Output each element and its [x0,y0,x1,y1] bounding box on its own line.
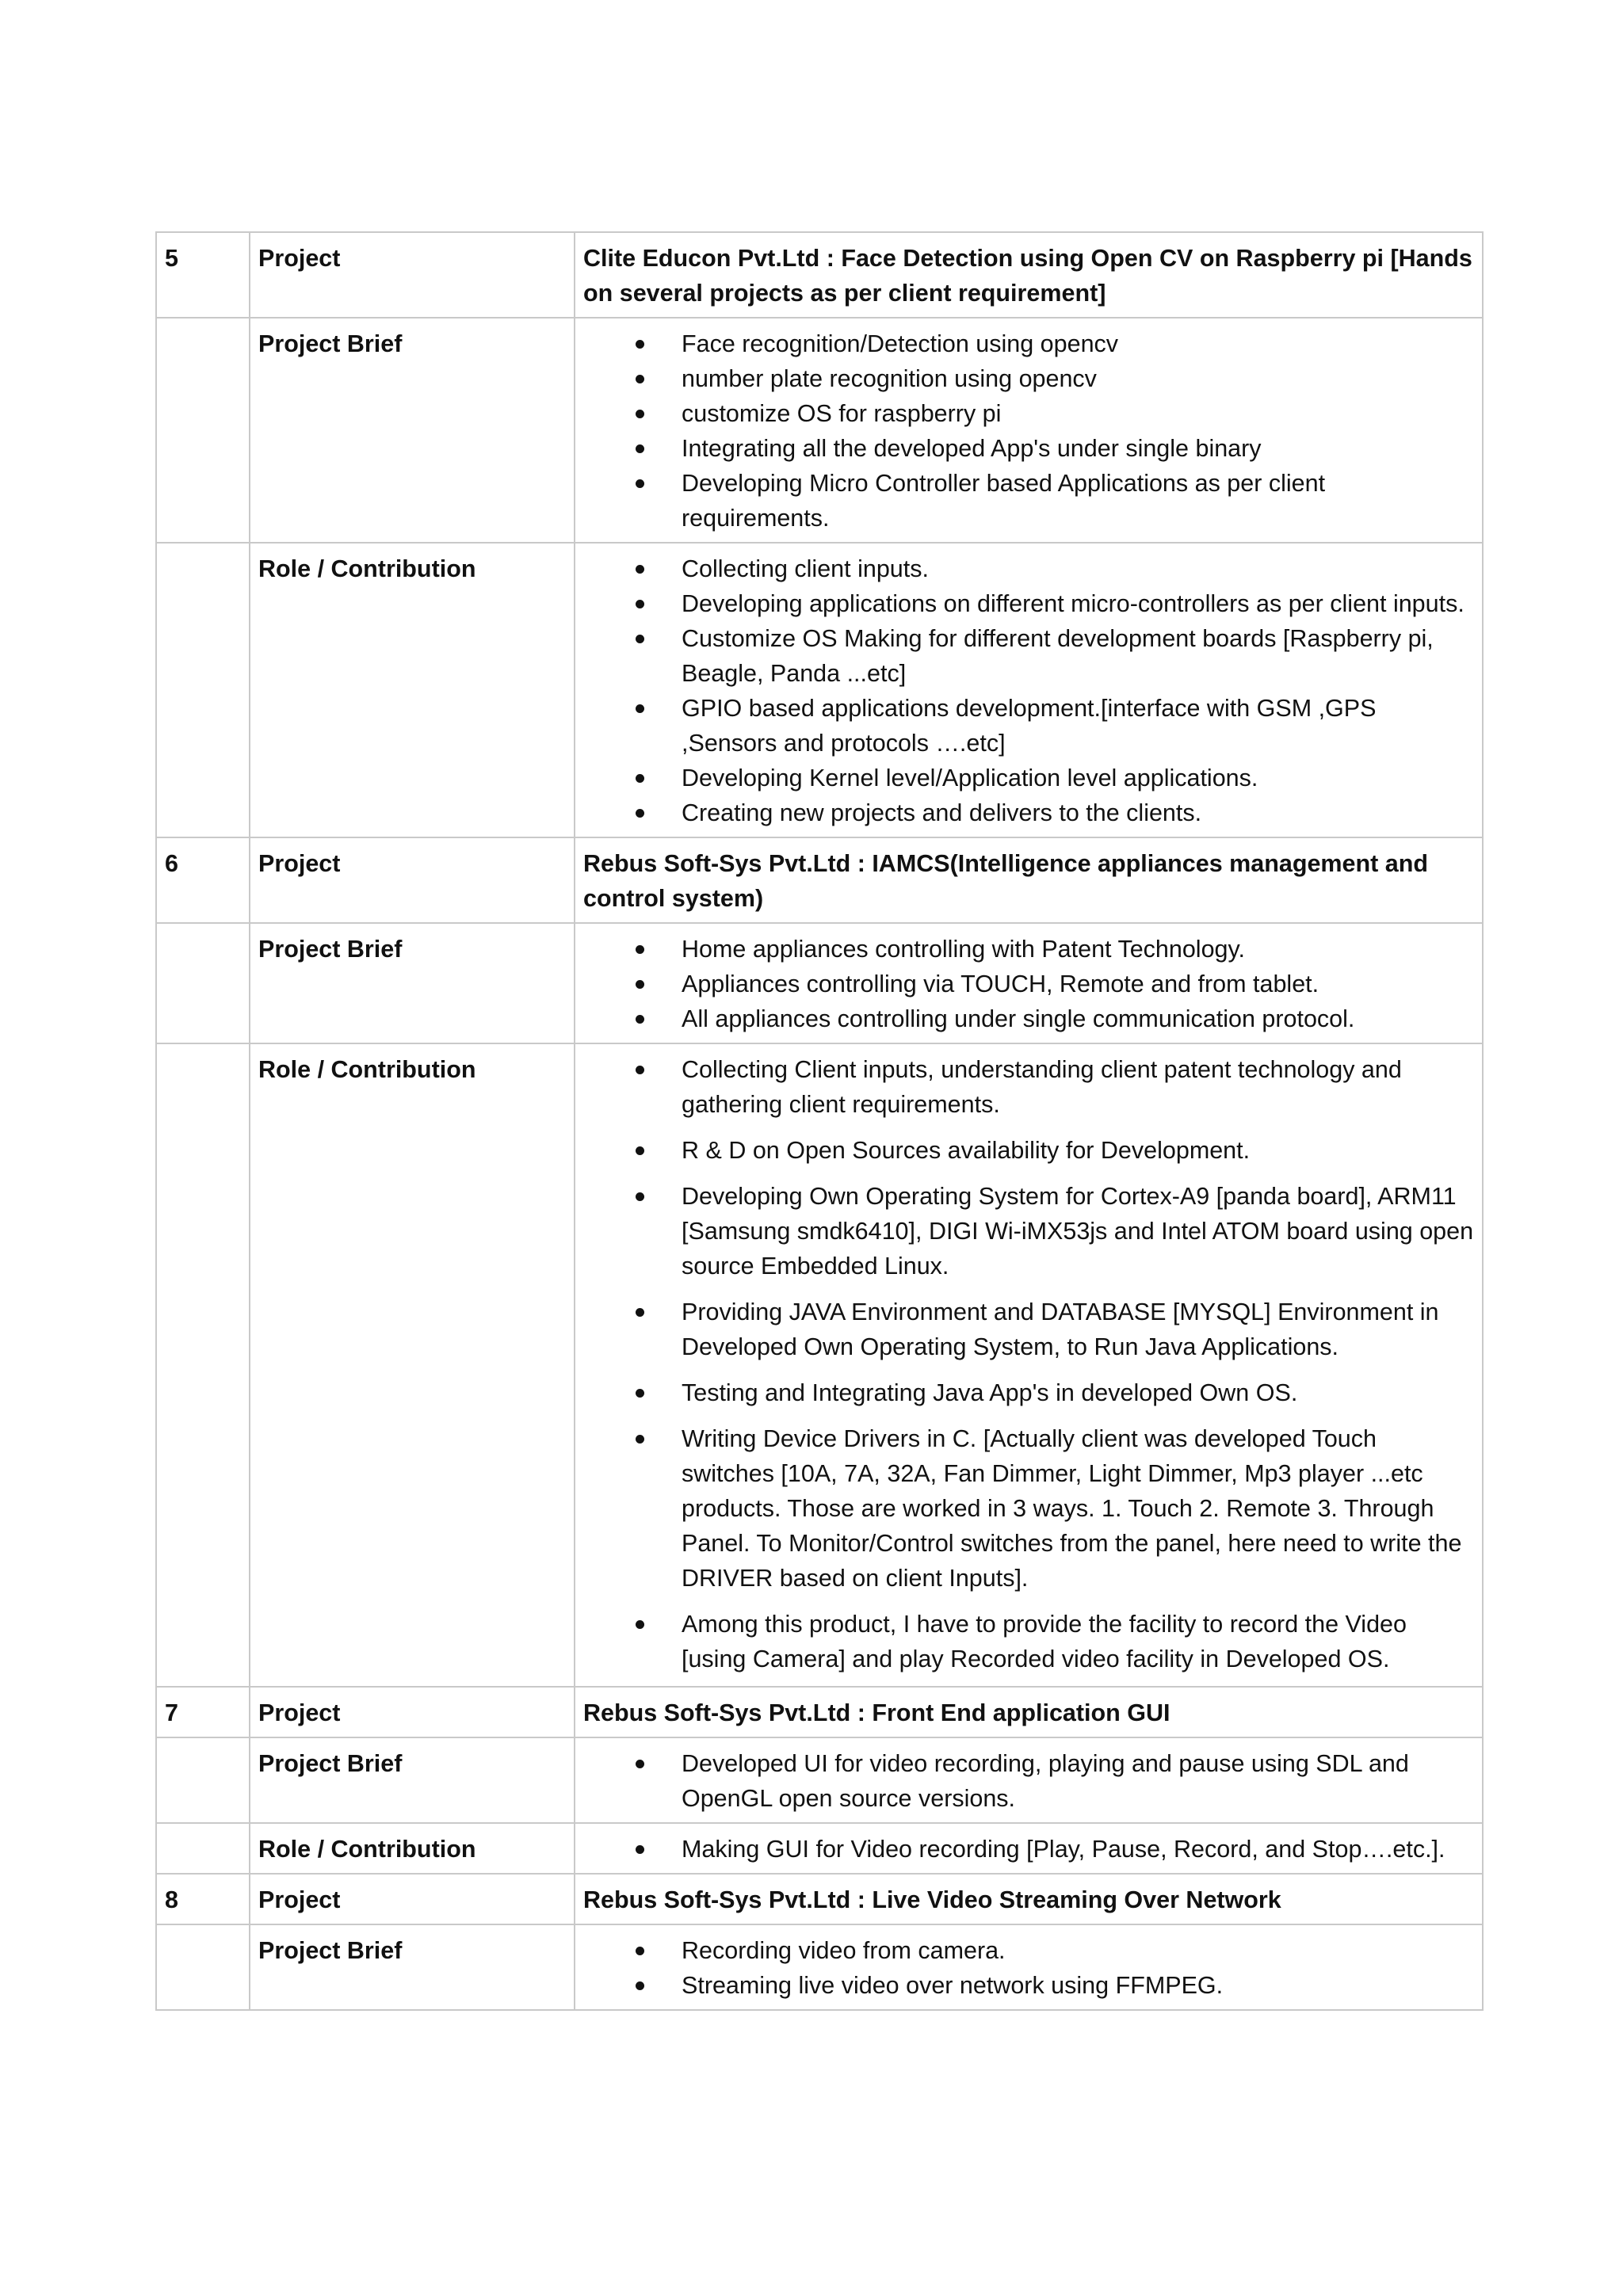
bullet-icon [636,1308,644,1317]
role-contribution-row [156,1043,1483,1687]
bullet-icon [636,1760,644,1768]
role-contribution-content [575,543,1483,837]
project-brief-label: Project Brief [250,923,575,1043]
project-number: 7 [156,1687,250,1737]
bullet-list [583,1832,1474,1867]
project-brief-row [156,318,1483,543]
empty-cell [156,1737,250,1823]
list-item [583,1933,1474,1968]
bullet-icon [636,980,644,989]
bullet-list [583,1933,1474,2003]
project-brief-row [156,923,1483,1043]
list-item [583,551,1474,586]
bullet-icon [636,340,644,349]
empty-cell [156,923,250,1043]
project-number: 6 [156,837,250,923]
list-item [583,932,1474,967]
list-item [583,1295,1474,1364]
list-item-text: Developed UI for video recording, playing and pause using SDL and OpenGL open source versions. [682,1750,1409,1812]
list-item-text: Collecting client inputs. [682,555,929,582]
bullet-icon [636,635,644,643]
bullet-icon [636,1947,644,1955]
empty-cell [156,543,250,837]
bullet-icon [636,1981,644,1990]
project-brief-row [156,1737,1483,1823]
role-contribution-label: Role / Contribution [250,543,575,837]
projects-sheet [155,231,1482,2011]
project-title: Rebus Soft-Sys Pvt.Ltd : Front End application GUI [575,1687,1483,1737]
bullet-list [583,326,1474,536]
bullet-icon [636,1620,644,1629]
role-contribution-row [156,543,1483,837]
list-item [583,361,1474,396]
empty-cell [156,1823,250,1874]
role-contribution-row [156,1823,1483,1874]
list-item-text: Developing Micro Controller based Applications as per client requirements. [682,470,1326,532]
project-number: 8 [156,1874,250,1924]
list-item-text: Among this product, I have to provide the facility to record the Video [using Camera] and play Recorded video facility in Developed OS. [682,1611,1407,1672]
project-brief-content [575,318,1483,543]
bullet-icon [636,444,644,453]
list-item [583,1746,1474,1816]
list-item [583,967,1474,1001]
project-label: Project [250,837,575,923]
list-item [583,1968,1474,2003]
project-label: Project [250,232,575,318]
list-item-text: Recording video from camera. [682,1937,1006,1964]
bullet-icon [636,375,644,383]
project-brief-content [575,1924,1483,2010]
list-item [583,586,1474,621]
list-item-text: Developing Own Operating System for Cortex-A9 [panda board], ARM11 [Samsung smdk6410], DIGI Wi-iMX53js and Intel ATOM board using open source Embedded Linux. [682,1183,1474,1280]
project-row [156,1687,1483,1737]
list-item-text: GPIO based applications development.[interface with GSM ,GPS ,Sensors and protocols ….etc] [682,695,1377,757]
empty-cell [156,1924,250,2010]
bullet-icon [636,1015,644,1024]
project-brief-row [156,1924,1483,2010]
list-item-text: Developing applications on different micro-controllers as per client inputs. [682,590,1465,617]
bullet-list [583,1052,1474,1676]
bullet-icon [636,809,644,818]
project-brief-label: Project Brief [250,318,575,543]
bullet-icon [636,1192,644,1201]
project-row [156,232,1483,318]
bullet-list [583,1746,1474,1816]
list-item-text: Collecting Client inputs, understanding client patent technology and gathering client requirements. [682,1056,1402,1118]
list-item-text: Writing Device Drivers in C. [Actually client was developed Touch switches [10A, 7A, 32A, Fan Dimmer, Light Dimmer, Mp3 player ...etc products. Those are worked in 3 ways. 1. Touch 2. Remote 3. Through Panel. To Monitor/Control switches from the panel, here need to write the DRIVER based on client Inputs]. [682,1425,1462,1592]
list-item-text: Home appliances controlling with Patent Technology. [682,936,1245,963]
project-title: Rebus Soft-Sys Pvt.Ltd : IAMCS(Intelligence appliances management and control system) [575,837,1483,923]
project-number: 5 [156,232,250,318]
list-item [583,1375,1474,1410]
bullet-icon [636,479,644,488]
list-item-text: Customize OS Making for different development boards [Raspberry pi, Beagle, Panda ...etc] [682,625,1434,687]
list-item-text: Providing JAVA Environment and DATABASE [MYSQL] Environment in Developed Own Operating System, to Run Java Applications. [682,1299,1439,1360]
list-item-text: Streaming live video over network using FFMPEG. [682,1972,1224,1999]
bullet-icon [636,1845,644,1854]
bullet-icon [636,1146,644,1155]
bullet-icon [636,600,644,608]
list-item [583,396,1474,431]
project-label: Project [250,1687,575,1737]
list-item [583,1133,1474,1168]
list-item [583,326,1474,361]
list-item-text: number plate recognition using opencv [682,365,1097,392]
list-item [583,621,1474,691]
role-contribution-label: Role / Contribution [250,1043,575,1687]
list-item [583,431,1474,466]
list-item [583,1179,1474,1283]
bullet-icon [636,1435,644,1444]
list-item [583,691,1474,761]
list-item [583,1052,1474,1122]
project-row [156,837,1483,923]
role-contribution-content [575,1823,1483,1874]
bullet-icon [636,565,644,574]
project-row [156,1874,1483,1924]
list-item [583,1001,1474,1036]
bullet-list [583,932,1474,1036]
list-item [583,1607,1474,1676]
list-item-text: customize OS for raspberry pi [682,400,1002,427]
list-item [583,466,1474,536]
empty-cell [156,1043,250,1687]
project-title: Clite Educon Pvt.Ltd : Face Detection using Open CV on Raspberry pi [Hands on several projects as per client requirement] [575,232,1483,318]
project-title: Rebus Soft-Sys Pvt.Ltd : Live Video Streaming Over Network [575,1874,1483,1924]
list-item-text: Making GUI for Video recording [Play, Pause, Record, and Stop….etc.]. [682,1836,1445,1863]
list-item [583,795,1474,830]
list-item-text: R & D on Open Sources availability for Development. [682,1137,1251,1164]
empty-cell [156,318,250,543]
bullet-icon [636,1066,644,1074]
list-item [583,761,1474,795]
bullet-list [583,551,1474,830]
list-item-text: All appliances controlling under single communication protocol. [682,1005,1355,1032]
bullet-icon [636,945,644,954]
list-item-text: Creating new projects and delivers to the clients. [682,799,1202,826]
bullet-icon [636,704,644,713]
bullet-icon [636,410,644,418]
role-contribution-label: Role / Contribution [250,1823,575,1874]
project-brief-content [575,923,1483,1043]
list-item-text: Face recognition/Detection using opencv [682,330,1119,357]
list-item [583,1832,1474,1867]
list-item-text: Testing and Integrating Java App's in developed Own OS. [682,1379,1298,1406]
project-brief-content [575,1737,1483,1823]
list-item-text: Integrating all the developed App's under single binary [682,435,1262,462]
bullet-icon [636,774,644,783]
list-item-text: Developing Kernel level/Application level applications. [682,765,1258,791]
role-contribution-content [575,1043,1483,1687]
project-label: Project [250,1874,575,1924]
project-brief-label: Project Brief [250,1737,575,1823]
project-brief-label: Project Brief [250,1924,575,2010]
bullet-icon [636,1389,644,1398]
list-item-text: Appliances controlling via TOUCH, Remote and from tablet. [682,971,1319,997]
projects-table [155,231,1484,2011]
list-item [583,1421,1474,1596]
